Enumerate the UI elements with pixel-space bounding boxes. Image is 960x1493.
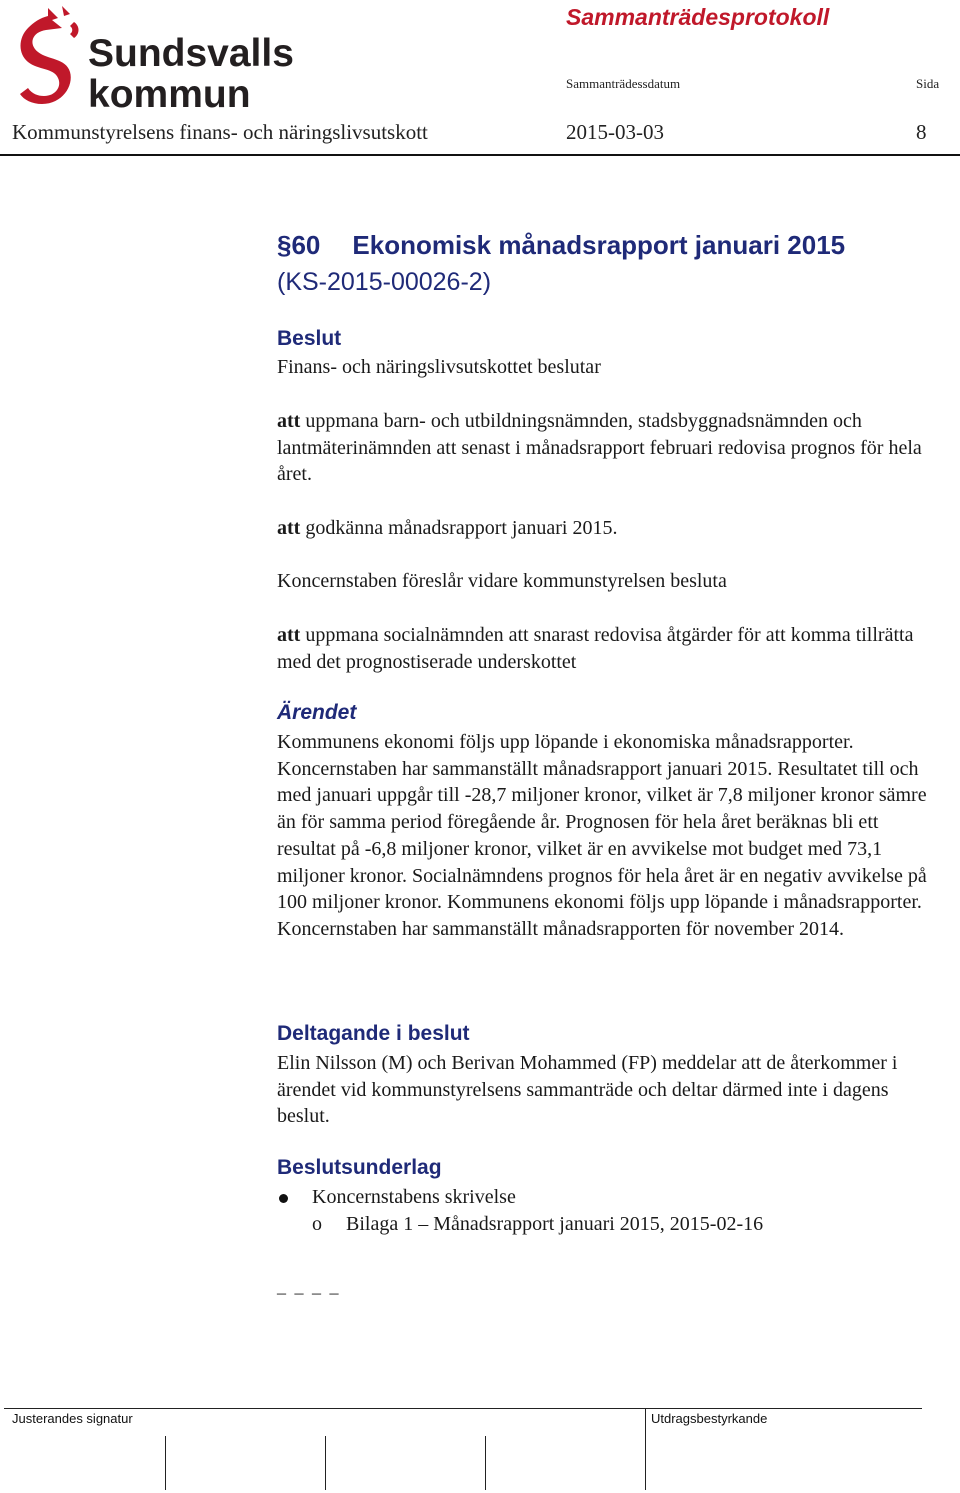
- item-heading: [277, 230, 937, 261]
- beslut-intro: Finans- och näringslivsutskottet beslutar: [277, 356, 601, 378]
- committee-name: Kommunstyrelsens finans- och näringslivsutskott: [12, 120, 428, 144]
- arendet-heading: Ärendet: [277, 701, 357, 724]
- dragon-emblem-icon: [20, 6, 79, 104]
- header-divider: [0, 154, 960, 156]
- signature-box-divider: [325, 1436, 326, 1490]
- end-marker: _ _ _ _: [277, 1276, 341, 1296]
- sundsvalls-kommun-logo: [18, 4, 308, 116]
- sub-bullet-marker: o: [312, 1213, 322, 1235]
- bullet-icon: [279, 1194, 288, 1203]
- deltagande-text: Elin Nilsson (M) och Berivan Mohammed (FP) meddelar att de återkommer i ärendet vid kommunstyrelsens sammanträde och deltar därmed inte i dagens beslut.: [277, 1052, 898, 1128]
- att-clause-1: [277, 408, 937, 488]
- paragraph-number: §60: [277, 230, 321, 260]
- att-clause-2: [277, 515, 937, 542]
- att-keyword: att: [277, 410, 301, 432]
- page-number: 8: [916, 120, 927, 144]
- document-type-title: Sammanträdesprotokoll: [566, 4, 830, 30]
- page-label: Sida: [916, 76, 940, 91]
- signature-box-divider: [485, 1436, 486, 1490]
- date-label: Sammanträdessdatum: [566, 76, 681, 91]
- footer-column-divider: [645, 1408, 646, 1490]
- deltagande-heading: Deltagande i beslut: [277, 1022, 470, 1045]
- att-keyword: att: [277, 624, 301, 646]
- beslut-heading: Beslut: [277, 327, 342, 350]
- att-clause-2-text: godkänna månadsrapport januari 2015.: [305, 517, 618, 539]
- att-keyword: att: [277, 517, 301, 539]
- beslutsunderlag-heading: Beslutsunderlag: [277, 1156, 442, 1179]
- footer-divider: [4, 1408, 922, 1409]
- certification-label: Utdragsbestyrkande: [651, 1411, 768, 1426]
- meeting-date: 2015-03-03: [566, 120, 664, 144]
- case-number: (KS-2015-00026-2): [277, 268, 492, 296]
- item-title: Ekonomisk månadsrapport januari 2015: [352, 230, 846, 260]
- logo-line2: kommun: [88, 73, 251, 116]
- underlag-sub-item: Bilaga 1 – Månadsrapport januari 2015, 2015-02-16: [346, 1213, 764, 1235]
- logo-line1: Sundsvalls: [88, 32, 294, 75]
- signature-box-divider: [165, 1436, 166, 1490]
- underlag-item: Koncernstabens skrivelse: [312, 1186, 516, 1208]
- att-clause-1-text: uppmana barn- och utbildningsnämnden, stadsbyggnadsnämnden och lantmäterinämnden att senast i månadsrapport februari redovisa prognos för hela året.: [277, 410, 922, 486]
- proposal-intro: Koncernstaben föreslår vidare kommunstyrelsen besluta: [277, 570, 727, 592]
- att-clause-3: [277, 622, 937, 675]
- signature-label: Justerandes signatur: [12, 1411, 133, 1426]
- arendet-text: Kommunens ekonomi följs upp löpande i ekonomiska månadsrapporter. Koncernstaben har sammanställt månadsrapport januari 2015. Resultatet till och med januari uppgår till -28,7 miljoner kronor, vilket är 7,8 miljoner kronor sämre än för samma period föregående år. Prognosen för hela året beräknas bli ett resultat på -6,8 miljoner kronor, vilket är en avvikelse mot budget med 73,1 miljoner kronor. Socialnämndens prognos för hela året är en negativ avvikelse på 100 miljoner kronor. Kommunens ekonomi följs upp löpande i månadsrapporter. Koncernstaben har sammanställt månadsrapporten för november 2014.: [277, 731, 927, 940]
- att-clause-3-text: uppmana socialnämnden att snarast redovisa åtgärder för att komma tillrätta med det prognostiserade underskottet: [277, 624, 914, 673]
